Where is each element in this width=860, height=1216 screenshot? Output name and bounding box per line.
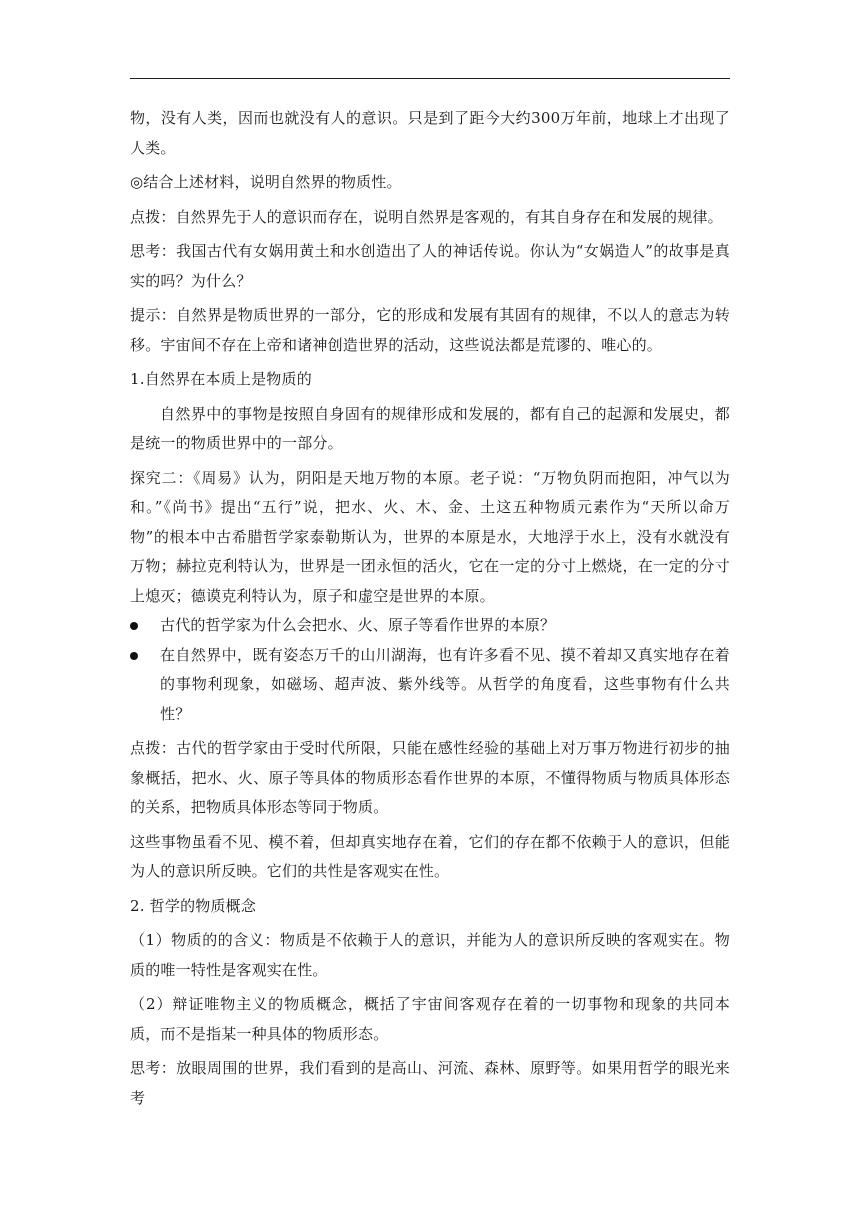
paragraph-hint-1: 点拨：自然界先于人的意识而存在，说明自然界是客观的，有其自身存在和发展的规律。	[130, 207, 723, 226]
paragraph-intro-continuation: 物，没有人类，因而也就没有人的意识。只是到了距今大约300万年前，地球上才出现了人类。	[130, 109, 730, 157]
paragraph-tip: 提示：自然界是物质世界的一部分，它的形成和发展有其固有的规律，不以人的意志为转移。宇宙间不存在上帝和诸神创造世界的活动，这些说法都是荒谬的、唯心的。	[130, 306, 730, 354]
paragraph-question-material: ◎结合上述材料，说明自然界的物质性。	[130, 173, 402, 191]
header-rule	[130, 78, 730, 79]
bullet-icon	[130, 652, 138, 660]
paragraph-definition-2: （2）辩证唯物主义的物质概念，概括了宇宙间客观存在着的一切事物和现象的共同本质，而不是指某一种具体的物质形态。	[130, 995, 730, 1043]
paragraph-common-trait: 这些事物虽看不见、模不着，但却真实地存在着，它们的存在都不依赖于人的意识，但能为人的意识所反映。它们的共性是客观实在性。	[130, 832, 730, 880]
bullet-text: 古代的哲学家为什么会把水、火、原子等看作世界的本原？	[160, 616, 556, 634]
paragraph-explore-2: 探究二：《周易》认为，阴阳是天地万物的本原。老子说：“万物负阴而抱阳，冲气以为和。”《尚书》提出“五行”说，把水、火、木、金、土这五种物质元素作为“天所以命万物”的根本中古希腊哲学家泰勒斯认为，世界的本原是水，大地浮于水上，没有水就没有万物；赫拉克利特认为，世界是一团永恒的活火，它在一定的分寸上燃烧，在一定的分寸上熄灭；德谟克利特认为，原子和虚空是世界的本原。	[130, 468, 730, 605]
paragraph-nature-explain: 自然界中的事物是按照自身固有的规律形成和发展的，都有自己的起源和发展史，都是统一的物质世界中的一部分。	[130, 404, 730, 452]
bullet-item	[130, 641, 730, 730]
paragraph-definition-1: （1）物质的的含义：物质是不依赖于人的意识，并能为人的意识所反映的客观实在。物质的唯一特性是客观实在性。	[130, 931, 730, 979]
paragraph-think-2: 思考：放眼周围的世界，我们看到的是高山、河流、森林、原野等。如果用哲学的眼光来考	[130, 1059, 730, 1107]
paragraph-hint-2: 点拨：古代的哲学家由于受时代所限，只能在感性经验的基础上对万事万物进行初步的抽象概括，把水、火、原子等具体的物质形态看作世界的本原，不懂得物质与物质具体形态的关系，把物质具体形态等同于物质。	[130, 739, 730, 816]
bullet-item	[130, 611, 730, 641]
document-body	[130, 104, 730, 1113]
bullet-icon	[130, 622, 138, 630]
bullet-text: 在自然界中，既有姿态万千的山川湖海，也有许多看不见、摸不着却又真实地存在着的事物利现象，如磁场、超声波、紫外线等。从哲学的角度看，这些事物有什么共性？	[160, 645, 730, 723]
paragraph-think-1: 思考：我国古代有女娲用黄土和水创造出了人的神话传说。你认为“女娲造人”的故事是真实的吗？为什么？	[130, 242, 730, 290]
section-heading-1: 1.自然界在本质上是物质的	[130, 370, 312, 388]
section-heading-2: 2. 哲学的物质概念	[130, 896, 257, 915]
